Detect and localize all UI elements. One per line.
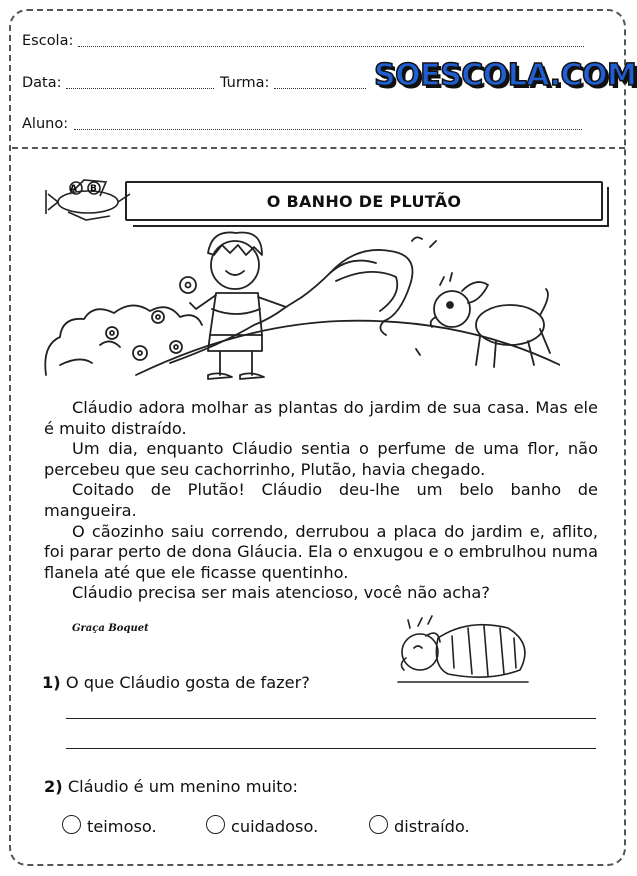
page-title: O BANHO DE PLUTÃO xyxy=(266,192,462,211)
question-2 xyxy=(44,777,298,796)
airplane-illustration xyxy=(40,172,132,224)
soescola-logo: SOESCOLA.COM xyxy=(374,58,637,93)
option-label: distraído. xyxy=(394,817,470,836)
story-paragraph: O cãozinho saiu correndo, derrubou a placa do jardim e, aflito, foi parar perto de dona Gláucia. Ela o enxugou e o embrulhou numa flanela até que ele ficasse quentinho. xyxy=(44,521,598,582)
story-paragraph: Um dia, enquanto Cláudio sentia o perfume de uma flor, não percebeu que seu cachorrinho, Plutão, havia chegado. xyxy=(44,439,598,479)
header-divider xyxy=(12,147,625,149)
option-cuidadoso[interactable] xyxy=(206,815,318,836)
option-label: cuidadoso. xyxy=(231,817,319,836)
question-1 xyxy=(42,673,310,692)
turma-field[interactable] xyxy=(274,88,366,89)
svg-text:B: B xyxy=(90,184,97,194)
answer-line-2[interactable] xyxy=(66,748,596,749)
option-distraido[interactable] xyxy=(369,815,470,836)
radio-circle[interactable] xyxy=(62,815,81,834)
question-1-text: O que Cláudio gosta de fazer? xyxy=(65,673,310,692)
story-text xyxy=(44,398,598,604)
aluno-field[interactable] xyxy=(74,129,582,130)
escola-field[interactable] xyxy=(78,46,584,47)
radio-circle[interactable] xyxy=(369,815,388,834)
svg-text:A: A xyxy=(70,184,77,194)
answer-line-1[interactable] xyxy=(66,718,596,719)
question-2-number: 2) xyxy=(44,777,63,796)
option-label: teimoso. xyxy=(87,817,157,836)
radio-circle[interactable] xyxy=(206,815,225,834)
story-paragraph: Coitado de Plutão! Cláudio deu-lhe um belo banho de mangueira. xyxy=(44,480,598,520)
boy-watering-dog-illustration xyxy=(40,225,560,390)
data-label: Data: xyxy=(22,75,62,91)
escola-label: Escola: xyxy=(22,33,74,49)
option-teimoso[interactable] xyxy=(62,815,157,836)
title-banner xyxy=(125,181,603,221)
story-paragraph: Cláudio precisa ser mais atencioso, você não acha? xyxy=(72,583,490,603)
turma-label: Turma: xyxy=(220,75,270,91)
wrapped-dog-illustration xyxy=(388,608,532,688)
data-field[interactable] xyxy=(66,88,214,89)
aluno-label: Aluno: xyxy=(22,116,69,132)
story-paragraph: Cláudio adora molhar as plantas do jardim de sua casa. Mas ele é muito distraído. xyxy=(44,398,598,438)
author-credit: Graça Boquet xyxy=(72,623,149,634)
question-2-text: Cláudio é um menino muito: xyxy=(67,777,298,796)
question-1-number: 1) xyxy=(42,673,61,692)
